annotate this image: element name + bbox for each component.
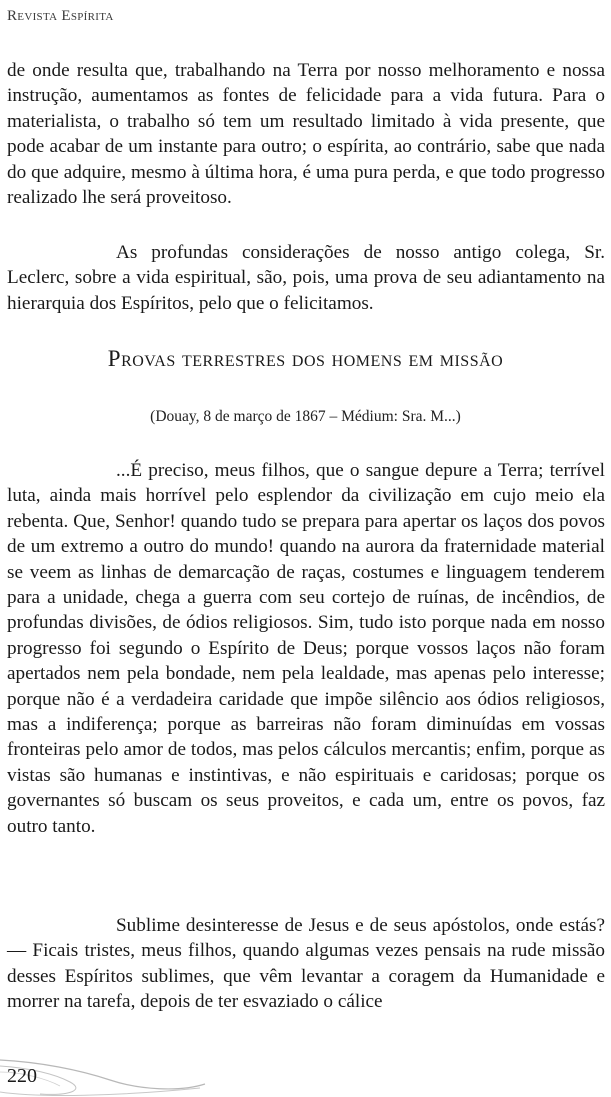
body-paragraph-3: ...É preciso, meus filhos, que o sangue depure a Terra; terrível luta, ainda mais horrível pelo esplendor da civilização em cujo meio ela rebenta. Que, Senhor! quando tudo se prepara para apertar os laços dos povos de um extremo a outro do mundo! quando na aurora da fraternidade material se veem as linhas de demarcação de raças, costumes e linguagem tenderem para a unidade, chega a guerra com seu cortejo de ruínas, de incêndios, de profundas divisões, de ódios religiosos. Sim, tudo isto porque nada em nosso progresso foi segundo o Espírito de Deus; porque vossos laços não foram apertados nem pela bondade, nem pela lealdade, mas apenas pelo interesse; porque não é a verdadeira caridade que impõe silêncio aos ódios religiosos, mas a indiferença; porque as barreiras não foram diminuídas em vossas fronteiras pelo amor de todos, mas pelos cálculos mercantis; enfim, porque as vistas são humanas e instintivas, e não espirituais e caridosas; porque os governantes só buscam os seus proveitos, e cada um, entre os povos, faz outro tanto. — [7, 460, 605, 837]
section-title: Provas terrestres dos homens em missão — [107, 346, 504, 371]
body-paragraph-1: de onde resulta que, trabalhando na Terra por nosso melhoramento e nossa instrução, aumentamos as fontes de felicidade para a vida futura. Para o materialista, o trabalho só tem um resultado limitado à vida presente, que pode acabar de um instante para outro; o espírita, ao contrário, sabe que nada do que adquire, mesmo à última hora, é uma pura perda, e que todo progresso realizado lhe será proveitoso. — [7, 60, 605, 209]
running-head: Revista Espírita — [7, 8, 114, 24]
page-number: 220 — [7, 1065, 37, 1087]
body-paragraph-4: Sublime desinteresse de Jesus e de seus apóstolos, onde estás? — Ficais tristes, meus filhos, quando algumas vezes pensais na rude missão desses Espíritos sublimes, que vêm levantar a coragem da Humanidade e morrer na tarefa, depois de ter esvaziado o cálice — [7, 915, 605, 1013]
body-paragraph-2: As profundas considerações de nosso antigo colega, Sr. Leclerc, sobre a vida espiritual, são, pois, uma prova de seu adiantamento na hierarquia dos Espíritos, pelo que o felicitamos. — [7, 242, 605, 314]
section-subtitle: (Douay, 8 de março de 1867 – Médium: Sra. M...) — [150, 408, 461, 425]
